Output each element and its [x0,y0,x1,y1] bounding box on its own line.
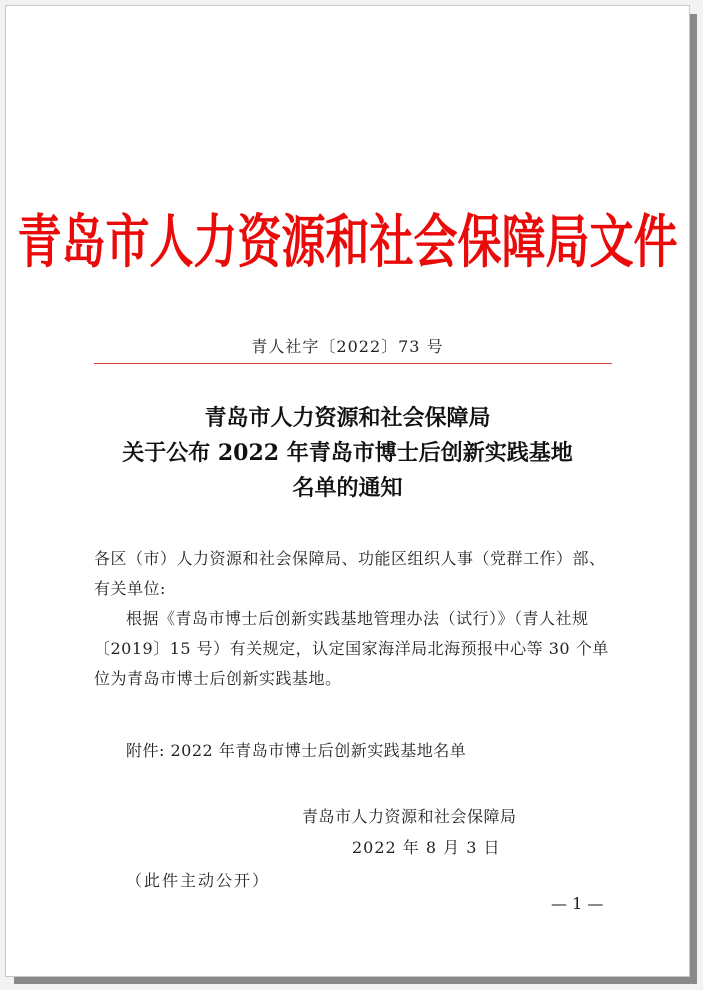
body-paragraph: 根据《青岛市博士后创新实践基地管理办法（试行）》（青人社规〔2019〕15 号）有关规定，认定国家海洋局北海预报中心等 30 个单位为青岛市博士后创新实践基地。 [94,609,609,688]
document-page [5,5,690,977]
page-number: — 1 — [551,894,604,913]
disclosure-note: （此件主动公开） [126,871,271,890]
notice-title [6,401,689,506]
attachment-note: 附件: 2022 年青岛市博士后创新实践基地名单 [126,741,467,760]
addressee: 各区（市）人力资源和社会保障局、功能区组织人事（党群工作）部、有关单位: [94,549,606,598]
title-line-2: 关于公布 2022 年青岛市博士后创新实践基地 [122,440,573,466]
document-number: 青人社字〔2022〕73 号 [251,337,444,356]
issuing-authority-signature: 青岛市人力资源和社会保障局 [302,807,517,826]
red-header-title: 青岛市人力资源和社会保障局文件 [17,209,678,276]
title-line-1: 青岛市人力资源和社会保障局 [204,405,491,431]
title-line-3: 名单的通知 [292,475,403,501]
red-divider-line [94,363,612,364]
issue-date: 2022 年 8 月 3 日 [352,838,501,857]
